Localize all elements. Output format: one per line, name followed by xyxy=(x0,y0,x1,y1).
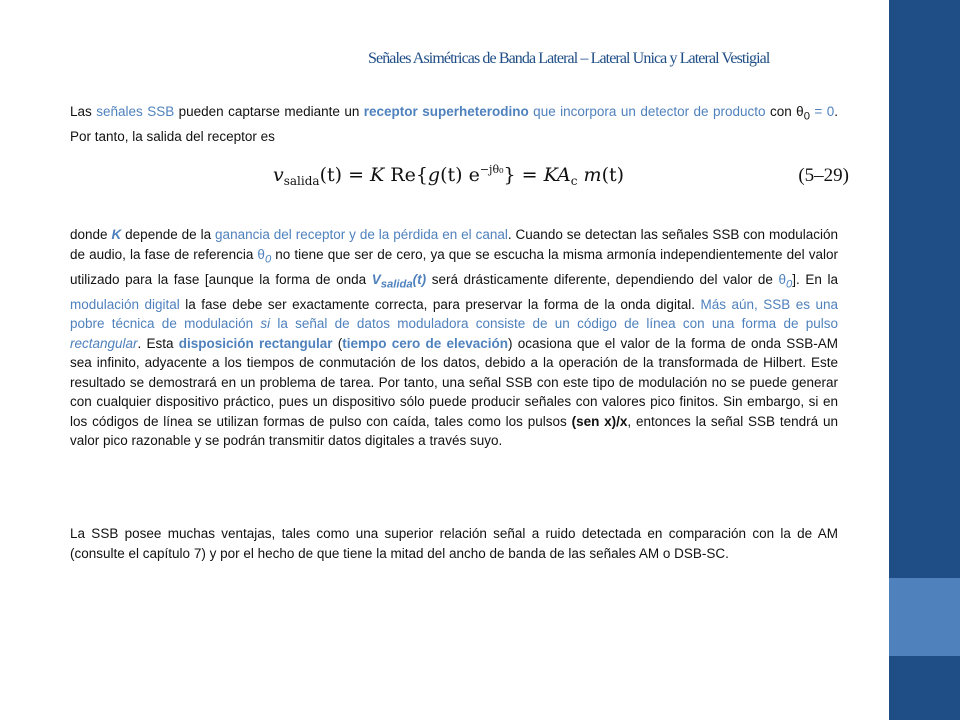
intro-paragraph xyxy=(70,102,838,147)
highlight-si: si xyxy=(260,316,271,332)
text-run: pueden captarse mediante un xyxy=(174,104,364,119)
highlight-k: K xyxy=(111,227,122,242)
text-run: , entonces la señal SSB tendrá un valor pico razonable y se podrán transmitir datos digitales a través suyo. xyxy=(70,413,838,449)
eq-ka: KA xyxy=(543,164,571,186)
text-run: . Esta xyxy=(137,335,179,351)
highlight-theta: θ xyxy=(257,246,265,262)
text-run: Las xyxy=(70,104,97,119)
highlight-theta: θ xyxy=(778,271,787,287)
eq-exponent: −jθ₀ xyxy=(479,163,504,176)
text-run: donde xyxy=(70,227,112,242)
theta-subscript: 0 xyxy=(786,278,793,291)
eq-m: m xyxy=(577,164,602,186)
eq-text: (t) = xyxy=(319,164,371,186)
highlight-poor-technique: Más aún, SSB es una pobre técnica de modulación xyxy=(70,296,838,332)
highlight-v-output-arg: (t) xyxy=(412,271,427,287)
theta-subscript: 0 xyxy=(803,110,810,123)
equation-expression xyxy=(273,163,624,188)
text-run: ]. En la xyxy=(792,271,838,287)
eq-text: Re{ xyxy=(384,164,428,186)
text-run: ( xyxy=(332,335,343,351)
equation-number: (5–29) xyxy=(798,165,849,186)
advantages-paragraph: La SSB posee muchas ventajas, tales como una superior relación señal a ruido detectada en comparación con la de AM (consulte el capítulo 7) y por el hecho de que tiene la mitad del ancho de banda de las señales AM o DSB-SC. xyxy=(70,526,838,561)
text-run: con θ xyxy=(765,104,804,119)
text-run: será drásticamente diferente, dependiendo del valor de xyxy=(426,271,779,287)
equation-5-29 xyxy=(273,161,849,195)
eq-text: (t) xyxy=(601,164,625,186)
highlight-zero-rise-time: tiempo cero de elevación xyxy=(342,335,509,351)
highlight-product-detector: que incorpora un detector de producto xyxy=(528,104,766,119)
highlight-superheterodyne-receiver: receptor superheterodino xyxy=(363,104,529,119)
eq-c-subscript: c xyxy=(570,174,578,188)
highlight-rectangular: rectangular xyxy=(70,335,138,351)
text-run: depende de la xyxy=(121,227,216,242)
eq-g: g xyxy=(427,164,441,186)
highlight-digital-modulation: modulación digital xyxy=(70,296,180,312)
v-output-subscript: salida xyxy=(380,278,413,291)
highlight-theta-zero: = 0 xyxy=(809,104,835,119)
text-run: . Cuando se detectan las señales SSB con modulación de audio, la fase de referencia xyxy=(70,227,838,262)
main-paragraph xyxy=(70,225,838,451)
text-run: ) ocasiona que el valor de la forma de onda SSB-AM sea infinito, adyacente a los tiempos de conmutación de los datos, debido a la operación de la transformada de Hilbert. Este resultado se demostrará en un problema de tarea. Por tanto, una señal SSB con este tipo de modulación no se puede generar con cualquier dispositivo práctico, pues un dispositivo sólo puede producir señales con valores pico finitos. Sin embargo, si en los códigos de línea se utilizan formas de pulso con caída, tales como los pulsos xyxy=(70,335,838,429)
eq-k: K xyxy=(370,164,385,186)
highlight-v-output: V xyxy=(371,271,381,287)
text-run: la fase debe ser exactamente correcta, para preservar la forma de la onda digital. xyxy=(179,296,701,312)
text-run: no tiene que ser de cero, ya que se escucha la misma armonía independientemente del valor utilizado para la fase [aunque la forma de onda xyxy=(70,246,838,287)
eq-v-subscript: salida xyxy=(283,174,320,188)
side-band-accent xyxy=(889,578,960,656)
highlight-receiver-gain: ganancia del receptor y de la pérdida en el canal xyxy=(215,227,508,242)
highlight-ssb-signals: señales SSB xyxy=(96,104,175,119)
eq-text: (t) e xyxy=(440,164,480,186)
slide-title: Señales Asimétricas de Banda Lateral – Lateral Unica y Lateral Vestigial xyxy=(368,50,770,67)
text-run: . Por tanto, la salida del receptor es xyxy=(70,104,838,145)
theta-subscript: 0 xyxy=(264,253,272,266)
eq-v: v xyxy=(273,164,284,186)
eq-text: } = xyxy=(503,164,544,186)
bold-sinc-pulses: (sen x)/x xyxy=(571,413,628,429)
highlight-rectangular-shape: disposición rectangular xyxy=(178,335,333,351)
highlight-line-code: la señal de datos moduladora consiste de un código de línea con una forma de pulso xyxy=(270,316,838,332)
